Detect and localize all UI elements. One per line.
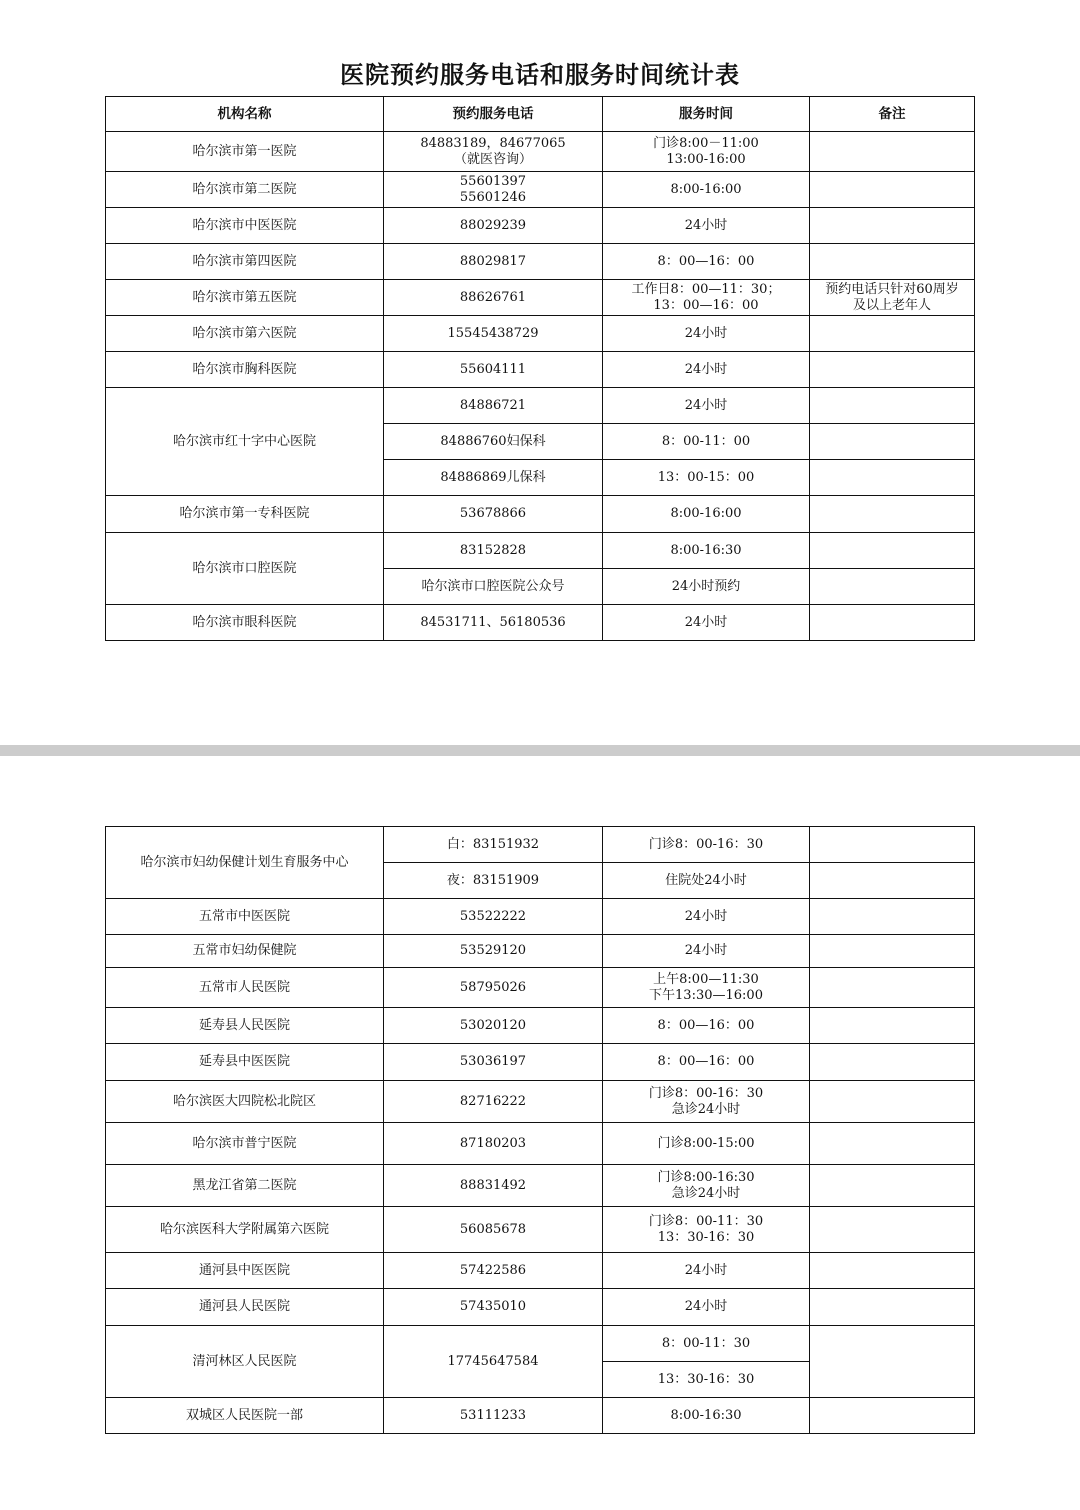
institution-cell: 双城区人民医院一部: [106, 1398, 384, 1434]
phone-cell: 84883189，84677065 （就医咨询）: [384, 132, 603, 172]
institution-cell: 哈尔滨市眼科医院: [106, 605, 384, 641]
phone-cell: 55601397 55601246: [384, 172, 603, 208]
institution-cell: 延寿县人民医院: [106, 1008, 384, 1044]
time-cell: 13：00-15：00: [603, 460, 810, 496]
phone-cell: 53522222: [384, 899, 603, 935]
table-row: [106, 533, 975, 569]
time-cell: 门诊8：00-16：30: [603, 827, 810, 863]
institution-cell: 清河林区人民医院: [106, 1326, 384, 1398]
institution-cell: 哈尔滨市红十字中心医院: [106, 388, 384, 496]
time-cell: 24小时: [603, 352, 810, 388]
table-row: [106, 1207, 975, 1253]
institution-cell: 黑龙江省第二医院: [106, 1165, 384, 1207]
phone-cell: 53529120: [384, 935, 603, 968]
table-row: [106, 1326, 975, 1362]
note-cell: [810, 1008, 975, 1044]
time-cell: 8：00—16：00: [603, 1008, 810, 1044]
institution-cell: 哈尔滨医科大学附属第六医院: [106, 1207, 384, 1253]
note-cell: [810, 533, 975, 569]
institution-cell: 哈尔滨市第一医院: [106, 132, 384, 172]
table-row: [106, 280, 975, 316]
table-row: [106, 496, 975, 533]
institution-cell: 五常市中医医院: [106, 899, 384, 935]
time-cell: 门诊8:00-15:00: [603, 1123, 810, 1165]
header-time: 服务时间: [603, 97, 810, 132]
header-note: 备注: [810, 97, 975, 132]
institution-cell: 哈尔滨市胸科医院: [106, 352, 384, 388]
phone-cell: 88029239: [384, 208, 603, 244]
time-cell: 门诊8：00-11：30 13：30-16：30: [603, 1207, 810, 1253]
phone-cell: 哈尔滨市口腔医院公众号: [384, 569, 603, 605]
table-row: [106, 132, 975, 172]
institution-cell: 哈尔滨市口腔医院: [106, 533, 384, 605]
note-cell: [810, 460, 975, 496]
note-cell: 预约电话只针对60周岁 及以上老年人: [810, 280, 975, 316]
time-cell: 24小时: [603, 1253, 810, 1289]
phone-cell: 53111233: [384, 1398, 603, 1434]
note-cell: [810, 132, 975, 172]
time-cell: 24小时: [603, 316, 810, 352]
phone-cell: 白：83151932: [384, 827, 603, 863]
table-row: [106, 1123, 975, 1165]
institution-cell: 哈尔滨医大四院松北院区: [106, 1081, 384, 1123]
phone-cell: 84886869儿保科: [384, 460, 603, 496]
note-cell: [810, 1326, 975, 1398]
table-row: [106, 935, 975, 968]
phone-cell: 88029817: [384, 244, 603, 280]
table-row: [106, 388, 975, 424]
phone-cell: 57435010: [384, 1289, 603, 1326]
phone-cell: 82716222: [384, 1081, 603, 1123]
time-cell: 8:00-16:00: [603, 496, 810, 533]
time-cell: 门诊8：00-16：30 急诊24小时: [603, 1081, 810, 1123]
table-row: [106, 316, 975, 352]
table-row: [106, 827, 975, 863]
institution-cell: 哈尔滨市普宁医院: [106, 1123, 384, 1165]
note-cell: [810, 208, 975, 244]
phone-cell: 87180203: [384, 1123, 603, 1165]
institution-cell: 哈尔滨市第六医院: [106, 316, 384, 352]
phone-cell: 53020120: [384, 1008, 603, 1044]
note-cell: [810, 1253, 975, 1289]
time-cell: 8：00—16：00: [603, 1044, 810, 1081]
note-cell: [810, 352, 975, 388]
institution-cell: 五常市妇幼保健院: [106, 935, 384, 968]
phone-cell: 84886721: [384, 388, 603, 424]
time-cell: 24小时: [603, 1289, 810, 1326]
institution-cell: 五常市人民医院: [106, 968, 384, 1008]
phone-cell: 53678866: [384, 496, 603, 533]
phone-cell: 58795026: [384, 968, 603, 1008]
time-cell: 工作日8：00—11：30； 13：00—16：00: [603, 280, 810, 316]
institution-cell: 哈尔滨市第四医院: [106, 244, 384, 280]
phone-cell: 56085678: [384, 1207, 603, 1253]
table-row: [106, 1253, 975, 1289]
page-title: 医院预约服务电话和服务时间统计表: [340, 61, 740, 89]
page-separator: [0, 745, 1080, 756]
note-cell: [810, 1081, 975, 1123]
time-cell: 24小时预约: [603, 569, 810, 605]
table-row: [106, 1081, 975, 1123]
institution-cell: 哈尔滨市妇幼保健计划生育服务中心: [106, 827, 384, 899]
note-cell: [810, 605, 975, 641]
time-cell: 24小时: [603, 605, 810, 641]
time-cell: 24小时: [603, 935, 810, 968]
phone-cell: 夜：83151909: [384, 863, 603, 899]
note-cell: [810, 1123, 975, 1165]
note-cell: [810, 424, 975, 460]
time-cell: 8:00-16:30: [603, 1398, 810, 1434]
phone-cell: 55604111: [384, 352, 603, 388]
note-cell: [810, 172, 975, 208]
time-cell: 门诊8:00-16:30 急诊24小时: [603, 1165, 810, 1207]
time-cell: 8：00-11：30: [603, 1326, 810, 1362]
institution-cell: 通河县中医医院: [106, 1253, 384, 1289]
note-cell: [810, 316, 975, 352]
hospital-table-top: [105, 96, 975, 641]
time-cell: 8：00—16：00: [603, 244, 810, 280]
table-row: [106, 899, 975, 935]
phone-cell: 15545438729: [384, 316, 603, 352]
table-row: [106, 172, 975, 208]
table-row: [106, 1008, 975, 1044]
note-cell: [810, 569, 975, 605]
note-cell: [810, 388, 975, 424]
note-cell: [810, 968, 975, 1008]
phone-cell: 88831492: [384, 1165, 603, 1207]
phone-cell: 57422586: [384, 1253, 603, 1289]
time-cell: 24小时: [603, 899, 810, 935]
note-cell: [810, 1044, 975, 1081]
table-row: [106, 1165, 975, 1207]
phone-cell: 84886760妇保科: [384, 424, 603, 460]
table-row: [106, 605, 975, 641]
note-cell: [810, 863, 975, 899]
institution-cell: 哈尔滨市第一专科医院: [106, 496, 384, 533]
time-cell: 门诊8:00－11:00 13:00-16:00: [603, 132, 810, 172]
time-cell: 住院处24小时: [603, 863, 810, 899]
note-cell: [810, 1289, 975, 1326]
table-row: [106, 208, 975, 244]
table-row: [106, 1398, 975, 1434]
time-cell: 24小时: [603, 208, 810, 244]
institution-cell: 通河县人民医院: [106, 1289, 384, 1326]
table-row: [106, 244, 975, 280]
note-cell: [810, 935, 975, 968]
note-cell: [810, 1165, 975, 1207]
note-cell: [810, 496, 975, 533]
table-row: [106, 1289, 975, 1326]
time-cell: 8：00-11：00: [603, 424, 810, 460]
time-cell: 24小时: [603, 388, 810, 424]
note-cell: [810, 827, 975, 863]
header-institution: 机构名称: [106, 97, 384, 132]
table-row: [106, 968, 975, 1008]
note-cell: [810, 1207, 975, 1253]
institution-cell: 哈尔滨市第五医院: [106, 280, 384, 316]
note-cell: [810, 899, 975, 935]
table-row: [106, 352, 975, 388]
hospital-table-bottom: [105, 826, 975, 1434]
time-cell: 8:00-16:00: [603, 172, 810, 208]
institution-cell: 哈尔滨市第二医院: [106, 172, 384, 208]
phone-cell: 53036197: [384, 1044, 603, 1081]
institution-cell: 延寿县中医医院: [106, 1044, 384, 1081]
note-cell: [810, 1398, 975, 1434]
phone-cell: 88626761: [384, 280, 603, 316]
time-cell: 13：30-16：30: [603, 1362, 810, 1398]
header-row: [106, 97, 975, 132]
phone-cell: 83152828: [384, 533, 603, 569]
phone-cell: 17745647584: [384, 1326, 603, 1398]
header-phone: 预约服务电话: [384, 97, 603, 132]
table-row: [106, 1044, 975, 1081]
time-cell: 上午8:00—11:30 下午13:30—16:00: [603, 968, 810, 1008]
time-cell: 8:00-16:30: [603, 533, 810, 569]
institution-cell: 哈尔滨市中医医院: [106, 208, 384, 244]
note-cell: [810, 244, 975, 280]
phone-cell: 84531711、56180536: [384, 605, 603, 641]
